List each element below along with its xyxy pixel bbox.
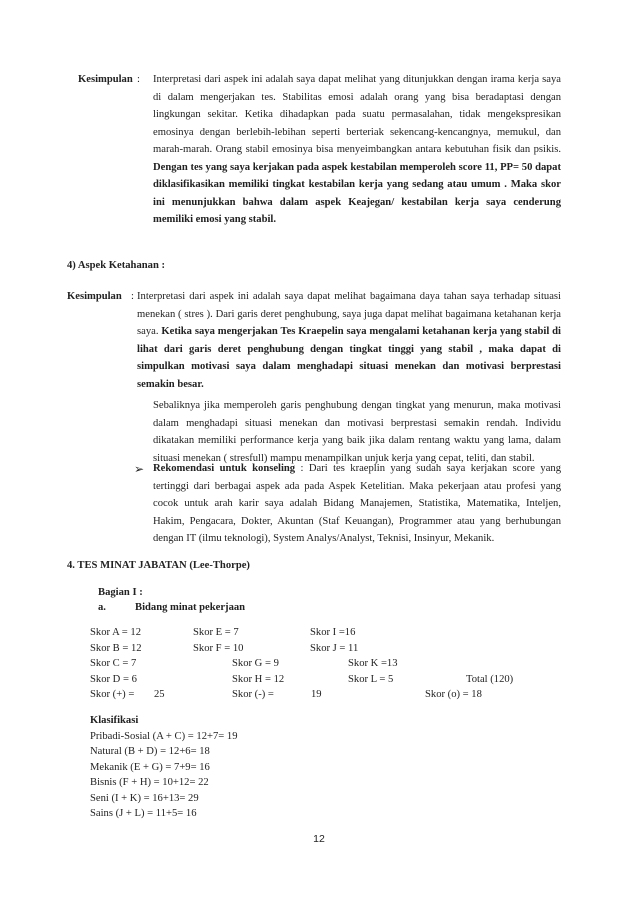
skor-minus-label: Skor (-) = xyxy=(232,689,274,700)
kesimpulan-1-normal: Interpretasi dari aspek ini adalah saya dapat melihat yang ditunjukkan dengan irama kerja saya di dalam mengerjakan tes. Stabilitas emosi adalah orang yang bisa beradaptasi dengan lingkungan sekitar. Ketika dihadapkan pada suatu permasalahan, tidak mengekspresikan emosinya dengan berlebih-lebihan seperti berteriak sekencang-kencangnya, memukul, dan marah-marah. Orang stabil emosinya bisa menyeimbangkan antara kebutuhan fisik dan psikis. xyxy=(153,74,561,155)
skor-e: Skor E = 7 xyxy=(193,627,239,638)
section-4-heading: 4. TES MINAT JABATAN (Lee-Thorpe) xyxy=(67,560,250,571)
kesimpulan-2-normal: Interpretasi dari aspek ini adalah saya dapat melihat bagaimana daya tahan saya terhadap situasi menekan ( stres ). Dari garis deret penghubung, saya juga dapat melihat bagaimana ketahanan kerja saya. xyxy=(137,291,561,337)
kesimpulan-label: Kesimpulan xyxy=(78,74,133,85)
skor-plus-value: 25 xyxy=(154,689,165,700)
skor-f: Skor F = 10 xyxy=(193,643,244,654)
klasifikasi-item: Natural (B + D) = 12+6= 18 xyxy=(90,746,210,757)
rekomendasi-paragraph xyxy=(153,460,561,548)
aspek-ketahanan-heading: 4) Aspek Ketahanan : xyxy=(67,260,166,271)
rekomendasi-text: : Dari tes kraeplin yang sudah saya kerjakan score yang tertinggi dari berbagai aspek ada pada Aspek Ketelitian. Maka pekerjaan atau profesi yang cocok untuk arah karir saya adalah Bidang Manajemen, Statistika, Matematika, Inteljen, Hakim, Pengacara, Dokter, Akuntan (Staf Keuangan), Programmer atau yang berhubungan dengan IT (ilmu teknologi), System Analys/Analyst, Teknisi, Insinyur, Mekanik. xyxy=(153,463,561,544)
skor-k: Skor K =13 xyxy=(348,658,398,669)
skor-h: Skor H = 12 xyxy=(232,674,285,685)
skor-j: Skor J = 11 xyxy=(310,643,359,654)
klasifikasi-title: Klasifikasi xyxy=(90,715,139,726)
skor-b: Skor B = 12 xyxy=(90,643,142,654)
skor-total: Total (120) xyxy=(466,674,514,685)
skor-d: Skor D = 6 xyxy=(90,674,137,685)
skor-minus-value: 19 xyxy=(311,689,322,700)
sebaliknya-paragraph: Sebaliknya jika memperoleh garis penghubung dengan tingkat yang menurun, maka motivasi dalam menghadapi situasi menekan dan motivasi berprestasi semakin rendah. Individu dikatakan memiliki performance kerja yang baik jika dalam rentang waktu yang lama, dalam situasi menekan ( stresfull) mampu menampilkan unjuk kerja yang cepat, teliti, dan stabil. xyxy=(153,400,561,464)
skor-c: Skor C = 7 xyxy=(90,658,137,669)
kesimpulan-2-label: Kesimpulan xyxy=(67,291,122,302)
kesimpulan-2-bold: Ketika saya mengerjakan Tes Kraepelin saya mengalami ketahanan kerja yang stabil di lihat dari garis deret penghubung dengan tingkat tinggi yang stabil , maka dapat di simpulkan motivasi saya dalam menghadapi situasi menekan dan motivasi berprestasi semakin besar. xyxy=(137,326,561,390)
klasifikasi-item: Pribadi-Sosial (A + C) = 12+7= 19 xyxy=(90,731,238,742)
kesimpulan-colon: : xyxy=(137,74,140,85)
arrow-bullet-icon: ➢ xyxy=(134,462,145,476)
sub-letter: a. xyxy=(98,602,106,613)
page-number: 12 xyxy=(313,833,325,845)
skor-o: Skor (o) = 18 xyxy=(425,689,482,700)
skor-i: Skor I =16 xyxy=(310,627,356,638)
klasifikasi-item: Bisnis (F + H) = 10+12= 22 xyxy=(90,777,209,788)
klasifikasi-item: Seni (I + K) = 16+13= 29 xyxy=(90,793,199,804)
kesimpulan-1-bold: Dengan tes yang saya kerjakan pada aspek kestabilan memperoleh score 11, PP= 50 dapat diklasifikasikan memiliki tingkat kestabilan kerja yang sedang atau umum . Maka skor ini menunjukkan bahwa dalam aspek Keajegan/ kestabilan kerja saya cenderung memiliki emosi yang stabil. xyxy=(153,161,561,225)
kesimpulan-2-text xyxy=(137,288,561,393)
skor-plus-label: Skor (+) = xyxy=(90,689,135,700)
skor-g: Skor G = 9 xyxy=(232,658,279,669)
sub-title: Bidang minat pekerjaan xyxy=(135,602,246,613)
kesimpulan-2-colon: : xyxy=(131,291,134,302)
skor-a: Skor A = 12 xyxy=(90,627,142,638)
klasifikasi-item: Sains (J + L) = 11+5= 16 xyxy=(90,808,197,819)
klasifikasi-item: Mekanik (E + G) = 7+9= 16 xyxy=(90,762,210,773)
skor-l: Skor L = 5 xyxy=(348,674,394,685)
rekomendasi-title: Rekomendasi untuk konseling xyxy=(153,463,296,474)
kesimpulan-1-text xyxy=(153,71,561,229)
bagian-heading: Bagian I : xyxy=(98,587,143,598)
